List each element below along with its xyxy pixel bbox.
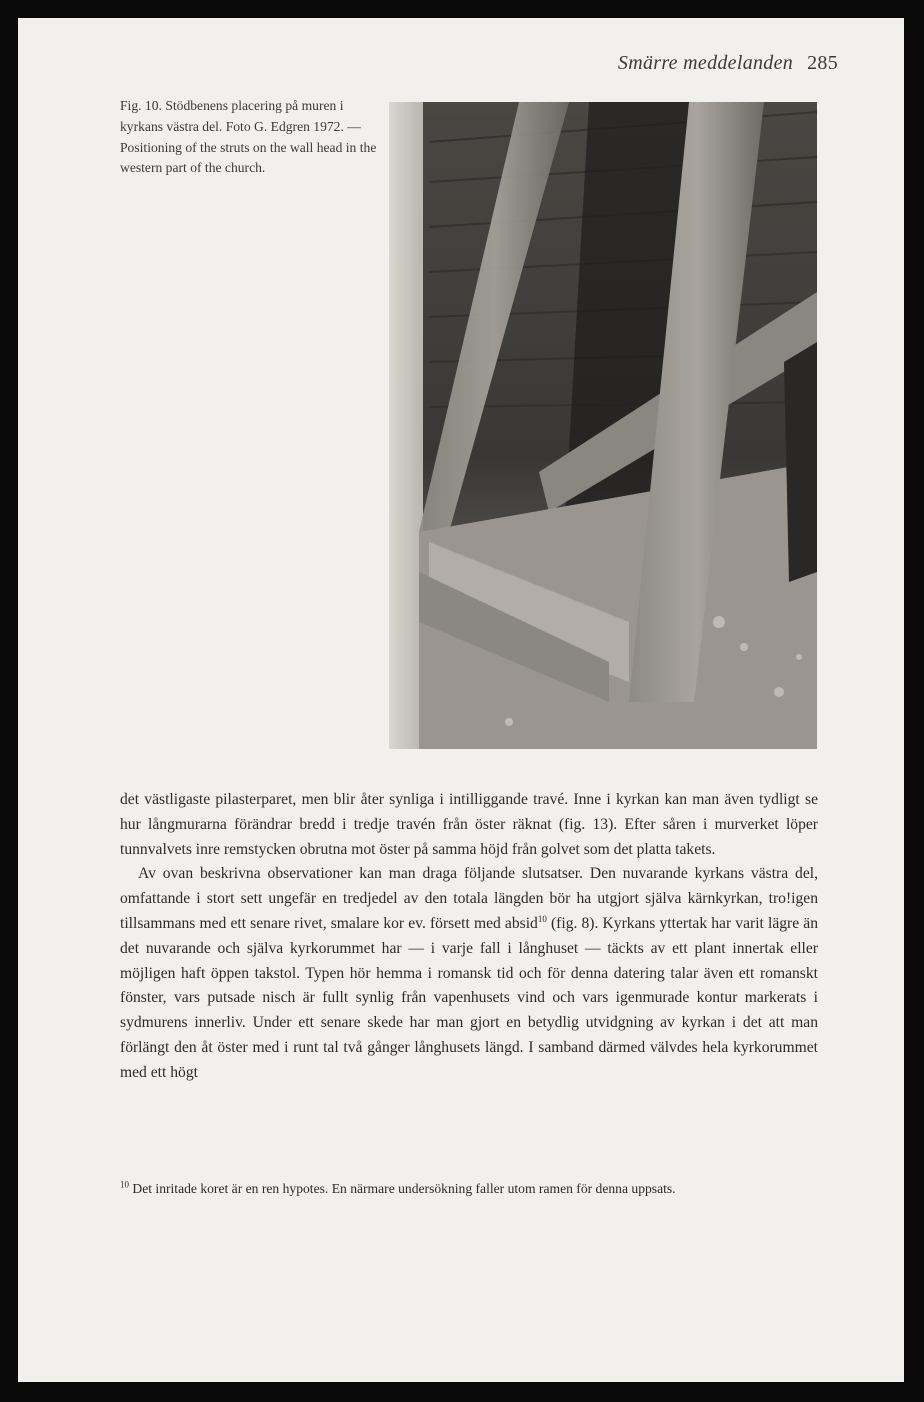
paragraph-1: det västligaste pilasterparet, men blir åter synliga i intilliggande travé. Inne i kyrkan kan man även tydligt se hur långmurarna förändrar bredd i tredje travén från öster räknat (fig. 13). Efter såren i murverket löper tunnvalvets inre remstycken obrutna mot öster på samma höjd från golvet som det platta takets. xyxy=(120,791,818,858)
paragraph-2-part-1: Av ovan beskrivna observationer kan man draga följande slutsatser. Den nuvarande kyrkans västra del, omfattande i stort sett ungefär en tredjedel av den totala längden bör ha utgjort själva kärnkyrkan, tro!igen tillsammans med ett senare rivet, smalare kor ev. försett med absid xyxy=(120,865,818,932)
figure-photo-attic-struts xyxy=(389,102,817,749)
running-head xyxy=(618,52,838,75)
footnote xyxy=(120,1178,818,1200)
figure-caption: Fig. 10. Stödbenens placering på muren i kyrkans västra del. Foto G. Edgren 1972. — Positioning of the struts on the wall head in the western part of the church. xyxy=(120,98,377,176)
paragraph-2-part-2: (fig. 8). Kyrkans yttertak har varit lägre än det nuvarande och själva kyrkorummet har — i varje fall i långhuset — täckts av ett plant innertak eller möjligen haft öppen takstol. Typen hör hemma i romansk tid och för denna datering talar även ett romanskt fönster, vars putsade nisch är fullt synlig från vapenhusets vind och vars igenmurade kontur markerats i sydmurens innerliv. Under ett senare skede har man gjort en betydlig utvidgning av kyrkan i det att man förlängt den åt öster med i runt tal två gånger långhusets längd. I samband därmed välvdes hela kyrkorummet med ett högt xyxy=(120,914,818,1081)
paragraph-2 xyxy=(120,862,818,1085)
footnote-text: Det inritade koret är en ren hypotes. En närmare undersökning faller utom ramen för denna uppsats. xyxy=(129,1181,676,1196)
footnote-number: 10 xyxy=(120,1179,129,1190)
page-number: 285 xyxy=(807,52,838,74)
running-title: Smärre meddelanden xyxy=(617,52,794,74)
footnote-reference[interactable]: 10 xyxy=(537,913,547,924)
book-page xyxy=(18,18,904,1382)
body-text xyxy=(120,788,818,1086)
